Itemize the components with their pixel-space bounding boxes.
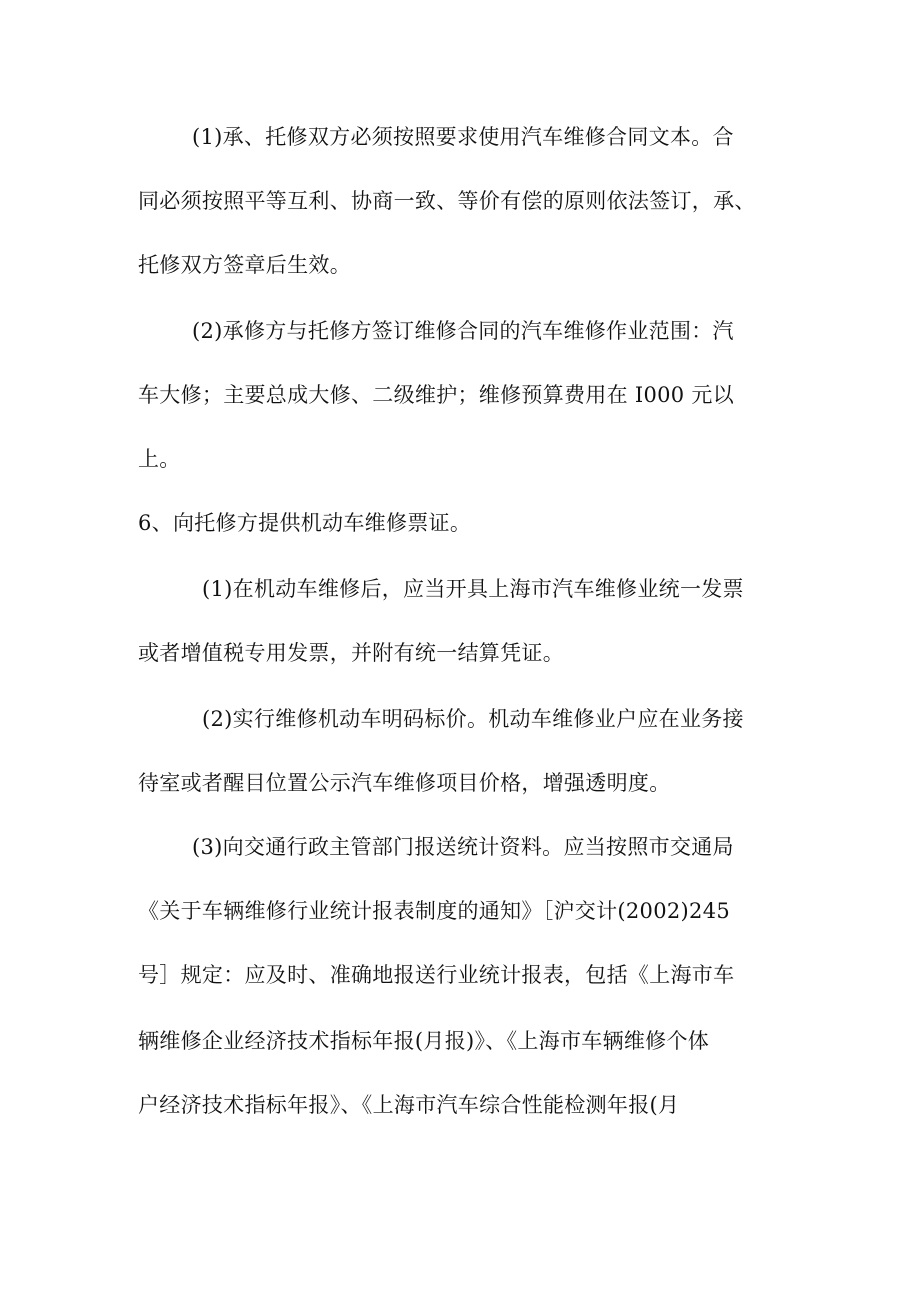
paragraph-line: 号］规定：应及时、准确地报送行业统计报表，包括《上海市车 [138, 963, 735, 987]
paragraph-line: (1)承、托修双方必须按照要求使用汽车维修合同文本。合 [192, 125, 734, 149]
paragraph-line: 同必须按照平等互利、协商一致、等价有偿的原则依法签订，承、 [138, 189, 756, 213]
paragraph-line: (3)向交通行政主管部门报送统计资料。应当按照市交通局 [192, 835, 734, 859]
section-heading: 6、向托修方提供机动车维修票证。 [138, 511, 472, 535]
paragraph-line: (2)承修方与托修方签订维修合同的汽车维修作业范围：汽 [192, 319, 734, 343]
paragraph-line: 或者增值税专用发票，并附有统一结算凭证。 [138, 641, 564, 665]
paragraph-line: 托修双方签章后生效。 [138, 253, 351, 277]
paragraph-line: 户经济技术指标年报》、《上海市汽车综合性能检测年报(月 [138, 1093, 680, 1117]
paragraph-line: 车大修；主要总成大修、二级维护；维修预算费用在 I000 元以 [138, 383, 735, 407]
paragraph-line: (1)在机动车维修后，应当开具上海市汽车维修业统一发票 [202, 577, 744, 601]
paragraph-line: 上。 [138, 447, 181, 471]
paragraph-line: 《关于车辆维修行业统计报表制度的通知》［沪交计(2002)245 [138, 899, 731, 923]
paragraph-line: 待室或者醒目位置公示汽车维修项目价格，增强透明度。 [138, 771, 671, 795]
paragraph-line: (2)实行维修机动车明码标价。机动车维修业户应在业务接 [202, 707, 744, 731]
paragraph-line: 辆维修企业经济技术指标年报(月报)》、《上海市车辆维修个体 [138, 1029, 710, 1053]
